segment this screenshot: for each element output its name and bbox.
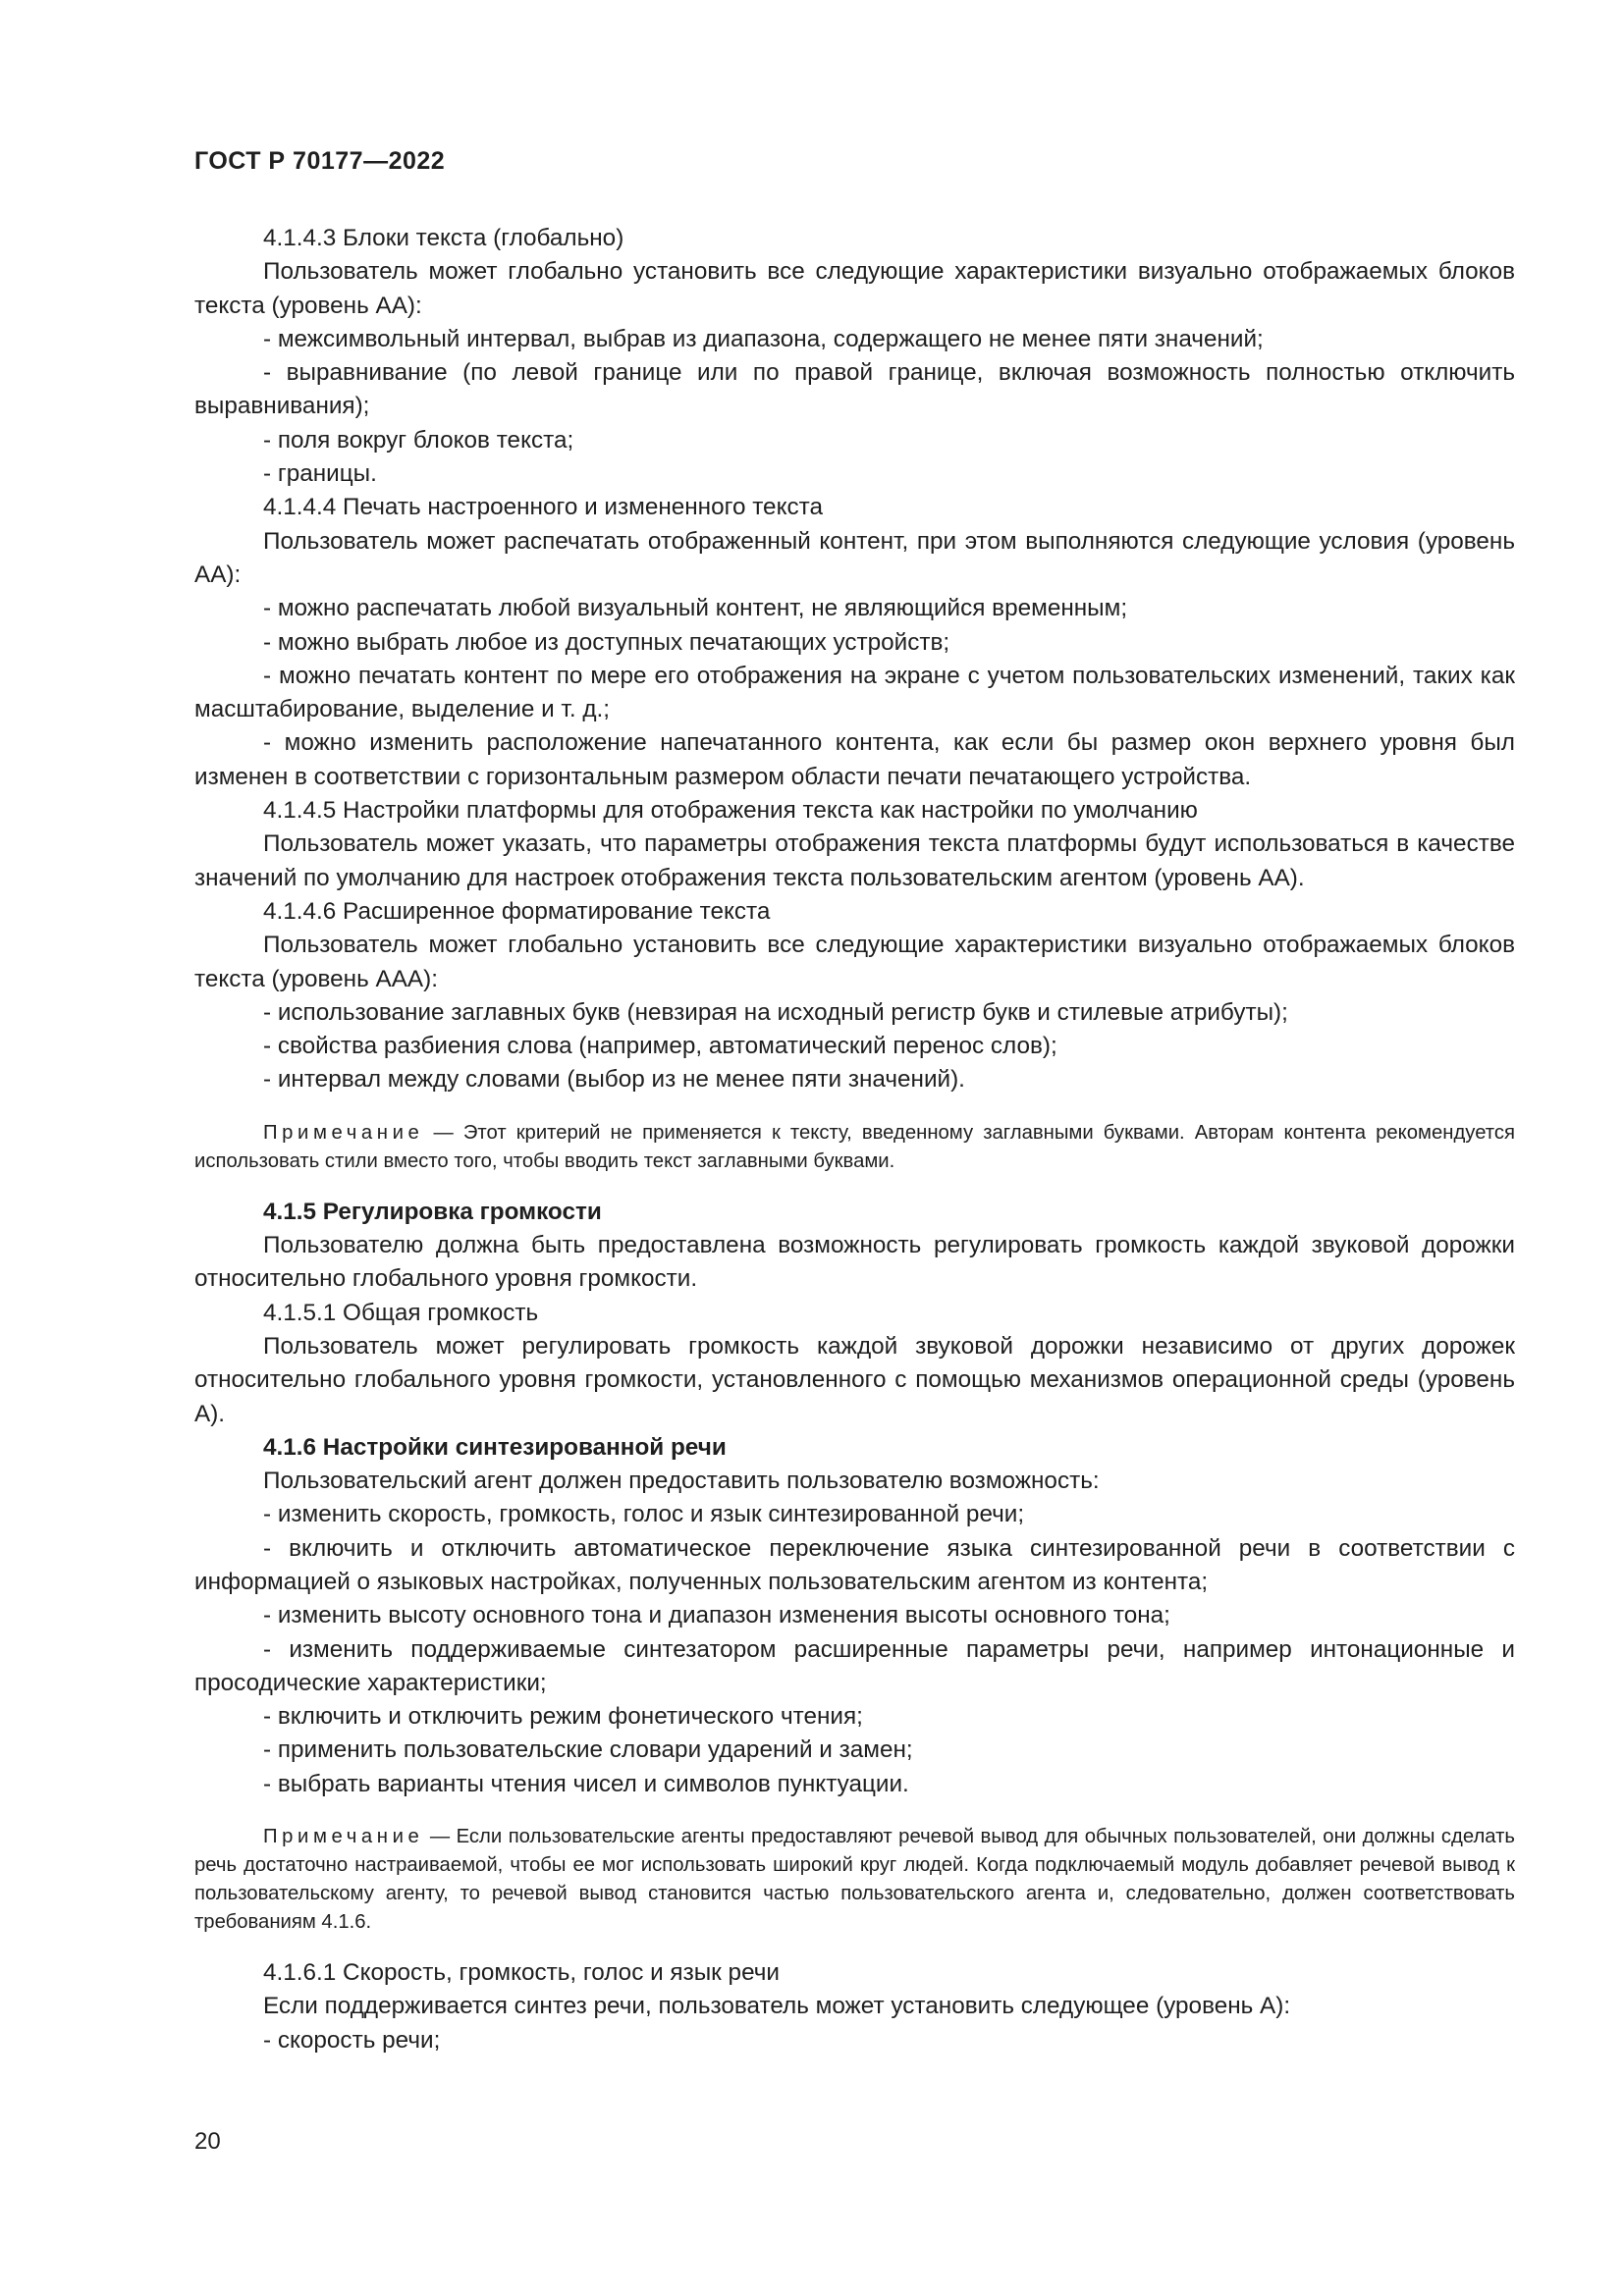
list-item: - межсимвольный интервал, выбрав из диапазона, содержащего не менее пяти значений;	[263, 325, 1264, 352]
page-content	[194, 222, 1515, 2057]
subsection-title: 4.1.4.5 Настройки платформы для отображения текста как настройки по умолчанию	[263, 797, 1198, 825]
list-item: - можно выбрать любое из доступных печатающих устройств;	[263, 628, 950, 656]
section-heading: 4.1.5 Регулировка громкости	[263, 1198, 602, 1225]
paragraph: Если поддерживается синтез речи, пользователь может установить следующее (уровень А):	[263, 1993, 1291, 2020]
list-item: - скорость речи;	[263, 2026, 441, 2054]
note-text: — Если пользовательские агенты предоставляют речевой вывод для обычных пользователей, они должны сделать речь достаточно настраиваемой, чтобы ее мог использовать широкий круг людей. Когда подключаемый модуль добавляет речевой вывод к пользовательскому агенту, то речевой вывод становится частью пользовательского агента и, следовательно, должен соответствовать требованиям 4.1.6.	[194, 1826, 1515, 1934]
subsection-title: 4.1.4.4 Печать настроенного и измененного текста	[263, 494, 823, 521]
note-text: — Этот критерий не применяется к тексту, введенному заглавными буквами. Авторам контента рекомендуется использовать стили вместо того, чтобы вводить текст заглавными буквами.	[194, 1121, 1515, 1172]
list-item: - включить и отключить автоматическое переключение языка синтезированной речи в соответствии с информацией о языковых настройках, полученных пользовательским агентом из контента;	[194, 1534, 1515, 1595]
list-item: - применить пользовательские словари ударений и замен;	[263, 1736, 913, 1764]
subsection-title: 4.1.4.3 Блоки текста (глобально)	[263, 225, 624, 251]
subsection-title: 4.1.4.6 Расширенное форматирование текста	[263, 897, 771, 925]
list-item: - поля вокруг блоков текста;	[263, 426, 574, 454]
paragraph: Пользовательский агент должен предоставить пользователю возможность:	[263, 1468, 1100, 1495]
list-item: - выравнивание (по левой границе или по правой границе, включая возможность полностью отключить выравнивания);	[194, 359, 1515, 420]
note-label: Примечание	[263, 1121, 424, 1144]
paragraph: Пользователю должна быть предоставлена возможность регулировать громкость каждой звуковой дорожки относительно глобального уровня громкости.	[194, 1232, 1515, 1293]
list-item: - выбрать варианты чтения чисел и символов пунктуации.	[263, 1770, 909, 1797]
section-heading: 4.1.6 Настройки синтезированной речи	[263, 1433, 727, 1461]
list-item: - можно изменить расположение напечатанного контента, как если бы размер окон верхнего уровня был изменен в соответствии с горизонтальным размером области печати печатающего устройства.	[194, 729, 1515, 790]
list-item: - можно печатать контент по мере его отображения на экране с учетом пользовательских изменений, таких как масштабирование, выделение и т. д.;	[194, 662, 1515, 723]
paragraph: Пользователь может регулировать громкость каждой звуковой дорожки независимо от других дорожек относительно глобального уровня громкости, установленного с помощью механизмов операционной среды (уровень А).	[194, 1332, 1515, 1427]
list-item: - интервал между словами (выбор из не менее пяти значений).	[263, 1066, 965, 1094]
page-number: 20	[194, 2128, 221, 2155]
paragraph: Пользователь может глобально установить все следующие характеристики визуально отображаемых блоков текста (уровень ААА):	[194, 932, 1515, 992]
note-label: Примечание	[263, 1826, 424, 1848]
document-header: ГОСТ Р 70177—2022	[194, 147, 446, 175]
list-item: - изменить скорость, громкость, голос и язык синтезированной речи;	[263, 1501, 1025, 1528]
note	[194, 1823, 1515, 1937]
paragraph: Пользователь может распечатать отображенный контент, при этом выполняются следующие условия (уровень АА):	[194, 527, 1515, 588]
subsection-title: 4.1.6.1 Скорость, громкость, голос и язык речи	[263, 1959, 781, 1987]
list-item: - свойства разбиения слова (например, автоматический перенос слов);	[263, 1033, 1057, 1060]
list-item: - можно распечатать любой визуальный контент, не являющийся временным;	[263, 595, 1128, 622]
subsection-title: 4.1.5.1 Общая громкость	[263, 1299, 539, 1326]
list-item: - включить и отключить режим фонетического чтения;	[263, 1703, 863, 1731]
list-item: - изменить высоту основного тона и диапазон изменения высоты основного тона;	[263, 1602, 1170, 1629]
list-item: - границы.	[263, 460, 377, 488]
list-item: - использование заглавных букв (невзирая на исходный регистр букв и стилевые атрибуты);	[263, 998, 1288, 1026]
note	[194, 1119, 1515, 1176]
paragraph: Пользователь может глобально установить все следующие характеристики визуально отображаемых блоков текста (уровень АА):	[194, 258, 1515, 319]
list-item: - изменить поддерживаемые синтезатором расширенные параметры речи, например интонационные и просодические характеристики;	[194, 1635, 1515, 1696]
paragraph: Пользователь может указать, что параметры отображения текста платформы будут использоваться в качестве значений по умолчанию для настроек отображения текста пользовательским агентом (уровень АА).	[194, 830, 1515, 891]
